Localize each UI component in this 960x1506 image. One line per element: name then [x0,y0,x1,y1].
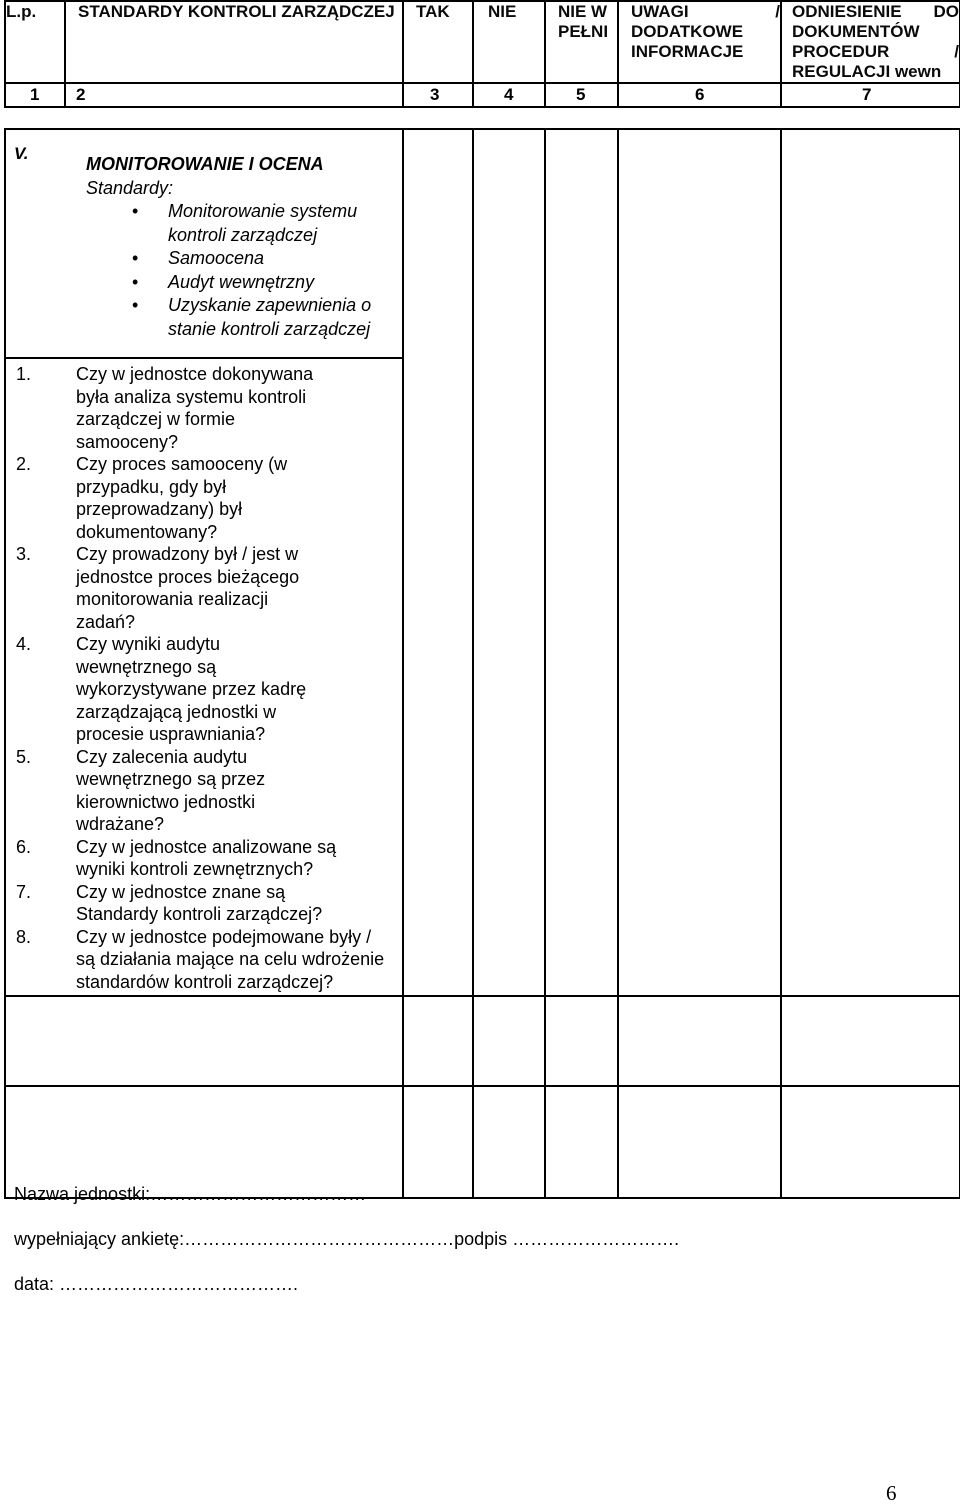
header-odn-line2: DOKUMENTÓW [792,22,920,41]
header-tak-label: TAK [416,2,450,21]
question-number: 2. [16,454,32,474]
standards-bullet-list [86,200,398,341]
col-number: 7 [862,85,872,104]
section-title: MONITOROWANIE I OCENA [86,154,324,174]
section-roman-number: V. [14,144,29,163]
question-text: Czy zalecenia audytu wewnętrznego są przez kierownictwo jednostki wdrażane? [76,746,266,834]
col-number-cell [473,83,545,107]
empty-answer-cell[interactable] [781,996,960,1086]
empty-cell [5,1086,403,1198]
section-subtitle: Standardy: [86,178,174,198]
col-number: 6 [695,85,705,104]
question-number: 5. [16,746,32,767]
bullet-item [126,200,398,247]
col-number: 3 [430,85,440,104]
header-uwagi [618,1,781,83]
question-item [6,633,332,746]
bullet-dot-icon: • [132,248,139,268]
question-text: Czy w jednostce analizowane są wyniki kontroli zewnętrznych? [76,836,337,879]
questions-cell [5,358,403,996]
bullet-text: Monitorowanie systemu kontroli zarządczej [168,201,358,245]
unit-name-field[interactable]: Nazwa jednostki:……………………………… [14,1184,367,1204]
empty-answer-cell[interactable] [403,1086,473,1198]
section-body [66,130,398,357]
header-odn-word3: PROCEDUR [792,42,890,61]
header-nie-label: NIE [488,2,517,21]
filled-by-signature-field[interactable]: wypełniający ankietę:………………………………………podpis ………………………. [14,1229,680,1249]
empty-cell [5,996,403,1086]
question-number: 6. [16,836,32,857]
col-number: 1 [30,85,40,104]
header-lp-label: L.p. [6,2,37,21]
bullet-dot-icon: • [132,295,139,315]
answer-odniesienie-cell[interactable] [781,129,960,996]
bullet-text: Samoocena [168,248,265,268]
empty-row [5,996,960,1086]
answer-nie-w-pelni-cell[interactable] [545,129,618,996]
question-number: 4. [16,634,32,654]
question-text: Czy w jednostce znane są Standardy kontroli zarządczej? [76,881,323,924]
header-uwagi-word: UWAGI [631,2,689,21]
bullet-text: Uzyskanie zapewnienia o stanie kontroli zarządczej [168,295,372,339]
column-numbers-row [5,83,960,107]
bullet-dot-icon: • [132,201,139,221]
empty-answer-cell[interactable] [545,996,618,1086]
header-odn-slash: / [954,42,959,61]
empty-answer-cell[interactable] [618,996,781,1086]
question-text: Czy w jednostce dokonywana była analiza systemu kontroli zarządczej w formie samooceny? [76,364,314,452]
header-nie-w-pelni-line1: NIE W [558,2,608,21]
questions-list [6,363,385,993]
question-item [6,881,332,926]
spacer-cell [5,107,960,129]
col-number-cell [403,83,473,107]
question-item [6,746,332,836]
col-number-cell [545,83,618,107]
header-uwagi-line2: DODATKOWE [631,22,744,41]
header-nie [473,1,545,83]
bullet-item [126,271,398,295]
control-standards-table [4,0,960,1199]
bullet-item [126,294,398,341]
header-standardy-label: STANDARDY KONTROLI ZARZĄDCZEJ [78,2,395,21]
header-odn-word1: ODNIESIENIE [792,2,902,21]
question-item [6,926,385,994]
empty-answer-cell[interactable] [781,1086,960,1198]
col-number-cell [781,83,960,107]
header-odn-line4: REGULACJI wewn [792,62,942,81]
answer-nie-cell[interactable] [473,129,545,996]
col-number-cell [65,83,403,107]
empty-answer-cell[interactable] [473,1086,545,1198]
col-number: 5 [576,85,586,104]
empty-row [5,1086,960,1198]
date-field[interactable]: data: …………………………………. [14,1274,299,1294]
bullet-item [126,247,398,271]
question-item [6,836,337,881]
page-number: 6 [886,1481,897,1505]
question-text: Czy w jednostce podejmowane były / są działania mające na celu wdrożenie standardów kontroli zarządczej? [76,926,385,992]
col-number: 2 [76,85,86,104]
question-text: Czy proces samooceny (w przypadku, gdy był przeprowadzany) był dokumentowany? [76,454,288,542]
header-tak [403,1,473,83]
header-uwagi-line1 [631,2,780,22]
header-odniesienie [781,1,960,83]
section-content-cell [5,129,403,358]
header-odn-line3 [792,42,959,62]
question-number: 8. [16,926,32,947]
spacer-row [5,107,960,129]
question-number: 7. [16,881,32,902]
bullet-dot-icon: • [132,271,139,292]
header-nie-w-pelni-line2: PEŁNI [558,22,609,41]
bullet-text: Audyt wewnętrzny [168,271,315,292]
section-row [5,129,960,358]
header-uwagi-slash: / [775,2,780,21]
question-number: 1. [16,364,32,384]
header-row [5,1,960,83]
col-number: 4 [504,85,514,104]
col-number-cell [5,83,65,107]
question-number: 3. [16,544,32,564]
header-uwagi-line3: INFORMACJE [631,42,744,61]
header-nie-w-pelni [545,1,618,83]
header-odn-word2: DO [933,2,959,21]
empty-answer-cell[interactable] [403,996,473,1086]
question-text: Czy prowadzony był / jest w jednostce proces bieżącego monitorowania realizacji zadań? [76,544,300,632]
question-text: Czy wyniki audytu wewnętrznego są wykorzystywane przez kadrę zarządzającą jednostki w procesie usprawniania? [76,634,307,744]
question-item [6,543,332,633]
question-item [6,363,332,453]
header-lp [5,1,65,83]
answer-tak-cell[interactable] [403,129,473,996]
header-standardy [65,1,403,83]
col-number-cell [618,83,781,107]
empty-answer-cell[interactable] [545,1086,618,1198]
empty-answer-cell[interactable] [473,996,545,1086]
empty-answer-cell[interactable] [618,1086,781,1198]
header-odn-line1 [792,2,959,22]
question-item [6,453,332,543]
answer-uwagi-cell[interactable] [618,129,781,996]
